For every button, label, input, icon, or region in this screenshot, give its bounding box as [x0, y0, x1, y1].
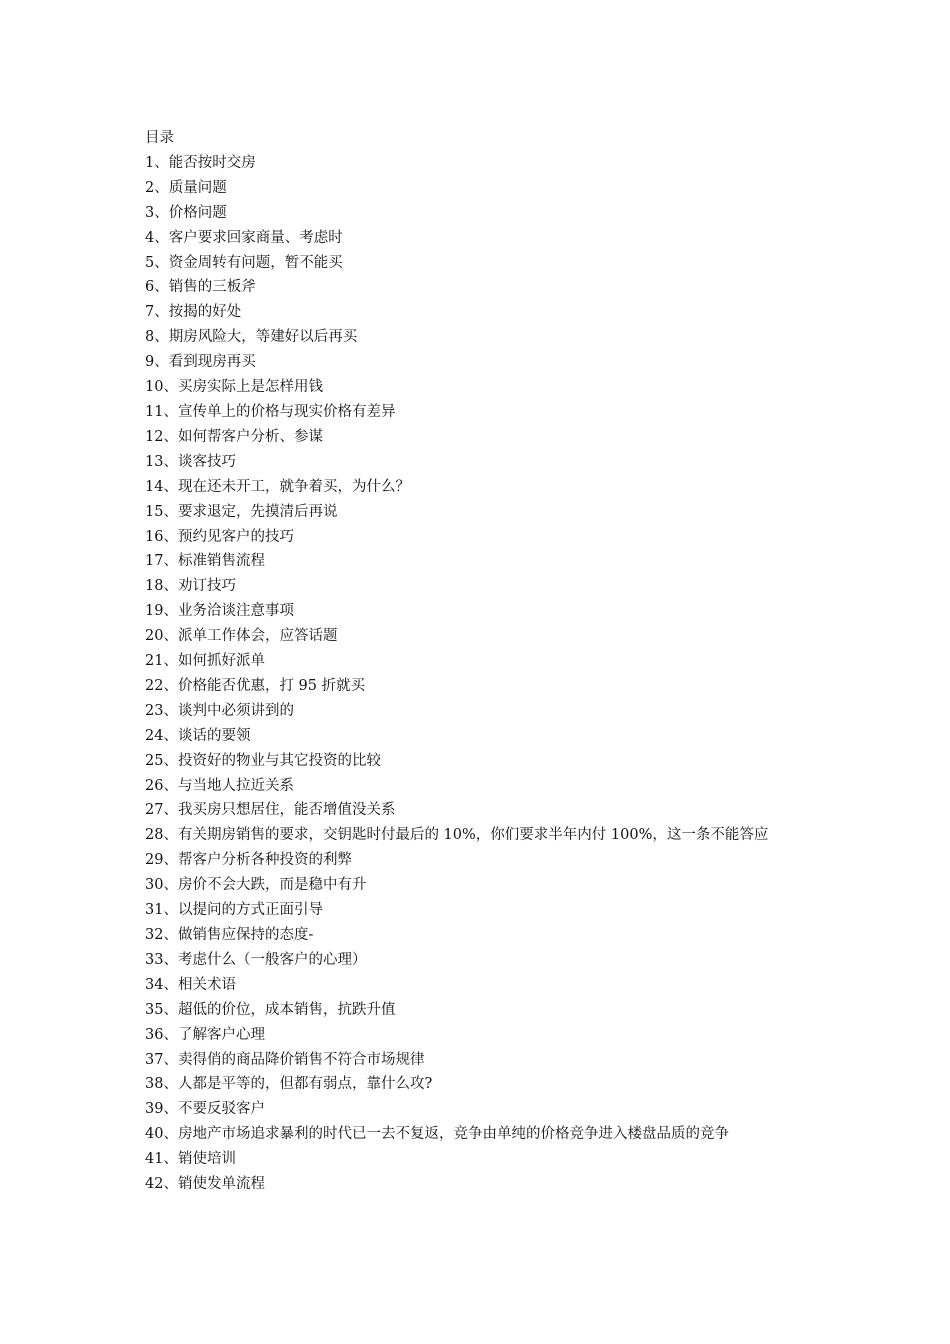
toc-item: 36、了解客户心理 [145, 1026, 265, 1043]
toc-item: 4、客户要求回家商量、考虑时 [145, 229, 343, 246]
toc-list [145, 151, 815, 1197]
toc-item: 42、销使发单流程 [145, 1176, 265, 1193]
toc-item: 26、与当地人拉近关系 [145, 777, 294, 794]
toc-item: 41、销使培训 [145, 1151, 236, 1168]
toc-item: 40、房地产市场追求暴利的时代已一去不复返，竞争由单纯的价格竞争进入楼盘品质的竞争 [145, 1126, 729, 1143]
toc-item: 27、我买房只想居住，能否增值没关系 [145, 802, 396, 819]
toc-item: 21、如何抓好派单 [145, 653, 265, 670]
toc-item: 14、现在还未开工，就争着买，为什么？ [145, 478, 410, 495]
toc-item: 15、要求退定，先摸清后再说 [145, 503, 338, 520]
toc-item: 23、谈判中必须讲到的 [145, 702, 294, 719]
toc-item: 1、能否按时交房 [145, 154, 256, 171]
toc-item: 5、资金周转有问题，暂不能买 [145, 254, 343, 271]
toc-item: 37、卖得俏的商品降价销售不符合市场规律 [145, 1051, 425, 1068]
toc-item: 9、看到现房再买 [145, 354, 256, 371]
toc-item: 39、不要反驳客户 [145, 1101, 265, 1118]
document-page [145, 126, 815, 1197]
toc-item: 8、期房风险大，等建好以后再买 [145, 329, 358, 346]
toc-item: 11、宣传单上的价格与现实价格有差异 [145, 403, 396, 420]
toc-item: 3、价格问题 [145, 204, 227, 221]
toc-item: 17、标准销售流程 [145, 553, 265, 570]
toc-item: 20、派单工作体会，应答话题 [145, 628, 338, 645]
toc-item: 19、业务洽谈注意事项 [145, 603, 294, 620]
toc-item: 2、质量问题 [145, 179, 227, 196]
toc-item: 34、相关术语 [145, 976, 236, 993]
toc-item: 30、房价不会大跌，而是稳中有升 [145, 877, 367, 894]
toc-item: 35、超低的价位，成本销售，抗跌升值 [145, 1001, 396, 1018]
toc-item: 28、有关期房销售的要求，交钥匙时付最后的 10%，你们要求半年内付 100%，这一条不能答应 [145, 827, 769, 844]
toc-item: 16、预约见客户的技巧 [145, 528, 294, 545]
toc-item: 12、如何帮客户分析、参谋 [145, 428, 323, 445]
toc-item: 31、以提问的方式正面引导 [145, 902, 323, 919]
toc-item: 38、人都是平等的，但都有弱点，靠什么攻? [145, 1076, 433, 1093]
toc-item: 22、价格能否优惠，打 95 折就买 [145, 677, 366, 694]
toc-item: 32、做销售应保持的态度- [145, 927, 314, 943]
toc-item: 33、考虑什么（一般客户的心理） [145, 951, 367, 968]
toc-item: 24、谈话的要领 [145, 727, 251, 744]
toc-item: 6、销售的三板斧 [145, 279, 256, 296]
toc-item: 7、按揭的好处 [145, 304, 242, 321]
toc-item: 25、投资好的物业与其它投资的比较 [145, 752, 381, 769]
toc-item: 18、劝订技巧 [145, 578, 236, 595]
toc-item: 29、帮客户分析各种投资的利弊 [145, 852, 352, 869]
toc-item: 10、买房实际上是怎样用钱 [145, 379, 323, 396]
toc-title: 目录 [145, 130, 174, 146]
toc-item: 13、谈客技巧 [145, 453, 236, 470]
